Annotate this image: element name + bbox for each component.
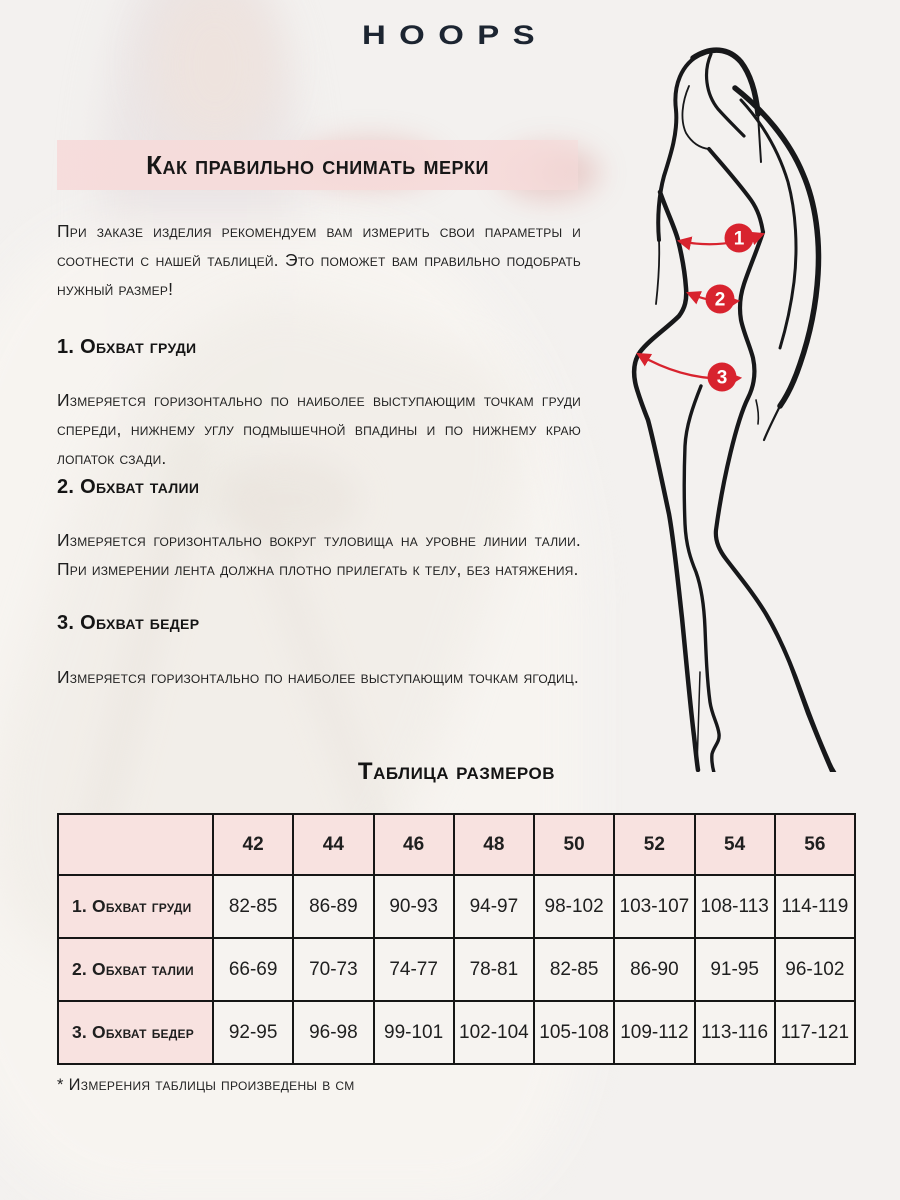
table-cell: 108-113 [695,875,775,938]
table-cell: 82-85 [534,938,614,1001]
size-table-title: Таблица размеров [357,758,556,785]
table-cell: 70-73 [293,938,373,1001]
table-cell: 102-104 [454,1001,534,1064]
section-text-waist: Измеряется горизонтально вокруг туловища на уровне линии талии. При измерении лента должна плотно прилегать к телу, без натяжения. [57,529,581,579]
section-title-waist: 2. Обхват талии [57,476,200,498]
size-header: 56 [775,814,855,875]
size-header: 44 [293,814,373,875]
size-header: 48 [454,814,534,875]
section-title-bust: 1. Обхват груди [57,336,197,358]
row-label: 3. Обхват бедер [58,1001,213,1064]
table-cell: 74-77 [374,938,454,1001]
title-band [57,140,578,190]
table-cell: 98-102 [534,875,614,938]
table-cell: 96-98 [293,1001,373,1064]
table-cell: 114-119 [775,875,855,938]
table-cell: 113-116 [695,1001,775,1064]
size-header: 54 [695,814,775,875]
size-header: 52 [614,814,694,875]
table-cell: 91-95 [695,938,775,1001]
section-title-hips: 3. Обхват бедер [57,612,200,634]
size-table [57,813,856,1065]
brand-logo: HOOPS [361,20,549,50]
hips-marker [708,363,737,392]
intro-text: При заказе изделия рекомендуем вам измерить свои параметры и соотнести с нашей таблицей. Это поможет вам правильно подобрать нужный размер! [57,220,581,299]
table-row-bust [58,875,855,938]
hips-marker-number: 3 [716,367,728,389]
table-cell: 66-69 [213,938,293,1001]
table-cell: 96-102 [775,938,855,1001]
row-label: 1. Обхват груди [58,875,213,938]
bust-marker [725,224,754,253]
table-row-waist [58,938,855,1001]
measurement-figure [617,42,887,772]
size-header: 42 [213,814,293,875]
size-table-header-row [58,814,855,875]
waist-marker-number: 2 [714,289,726,311]
table-cell: 99-101 [374,1001,454,1064]
section-text-hips: Измеряется горизонтально по наиболее выступающим точкам ягодиц. [57,666,579,687]
row-label: 2. Обхват талии [58,938,213,1001]
table-footnote: * Измерения таблицы произведены в см [57,1076,355,1094]
page-title: Как правильно снимать мерки [146,149,489,180]
table-cell: 109-112 [614,1001,694,1064]
table-cell: 90-93 [374,875,454,938]
table-cell: 92-95 [213,1001,293,1064]
size-header: 46 [374,814,454,875]
table-cell: 78-81 [454,938,534,1001]
table-cell: 94-97 [454,875,534,938]
table-cell: 103-107 [614,875,694,938]
figure-outline [634,50,838,772]
table-cell: 105-108 [534,1001,614,1064]
table-cell: 82-85 [213,875,293,938]
waist-marker [706,285,735,314]
section-text-bust: Измеряется горизонтально по наиболее выступающим точкам груди спереди, нижнему углу подмышечной впадины и по нижнему краю лопаток сзади. [57,389,581,468]
table-cell: 117-121 [775,1001,855,1064]
table-cell: 86-90 [614,938,694,1001]
size-table-corner-cell [58,814,213,875]
size-header: 50 [534,814,614,875]
bust-marker-number: 1 [733,228,745,250]
table-row-hips [58,1001,855,1064]
table-cell: 86-89 [293,875,373,938]
